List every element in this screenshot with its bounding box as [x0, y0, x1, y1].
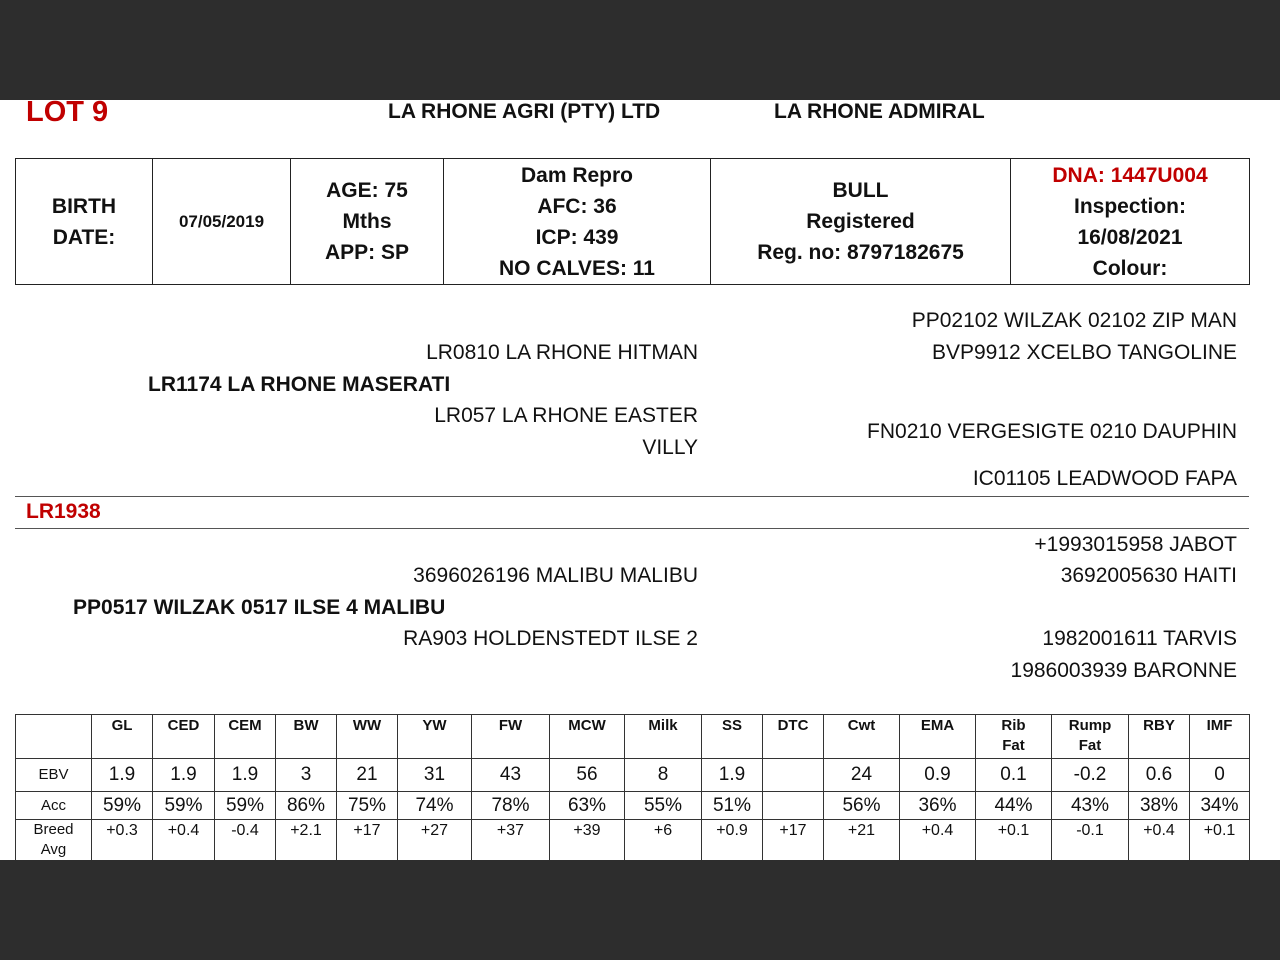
- ebv-cell: +0.1: [1190, 820, 1250, 861]
- ebv-cell: 56: [550, 759, 625, 792]
- ebv-column-header: FW: [472, 715, 550, 759]
- ebv-table-row: [16, 759, 1250, 792]
- ebv-cell: 59%: [153, 792, 215, 820]
- ebv-cell: 63%: [550, 792, 625, 820]
- ebv-cell: 1.9: [215, 759, 276, 792]
- dna-number: DNA: 1447U004: [1052, 163, 1208, 187]
- sire-dam-line2: VILLY: [642, 436, 698, 459]
- ebv-table-row: [16, 820, 1250, 861]
- sire-sire: LR0810 LA RHONE HITMAN: [426, 341, 698, 364]
- ebv-cell: +37: [472, 820, 550, 861]
- ebv-cell: 0.9: [900, 759, 976, 792]
- ebv-table: [15, 714, 1250, 860]
- lot-number: LOT 9: [26, 100, 109, 128]
- ebv-column-header: YW: [398, 715, 472, 759]
- ebv-cell: +17: [337, 820, 398, 861]
- ebv-cell: +0.3: [92, 820, 153, 861]
- registration-cell: BULL Registered Reg. no: 8797182675: [711, 159, 1011, 285]
- dam-repro-cell: Dam Repro AFC: 36 ICP: 439 NO CALVES: 11: [444, 159, 711, 285]
- ebv-cell: 51%: [702, 792, 763, 820]
- ebv-cell: [763, 792, 824, 820]
- ebv-cell: +0.4: [900, 820, 976, 861]
- ebv-cell: 74%: [398, 792, 472, 820]
- dam-name: PP0517 WILZAK 0517 ILSE 4 MALIBU: [73, 596, 446, 619]
- sire-sire-dam: BVP9912 XCELBO TANGOLINE: [931, 341, 1237, 364]
- ebv-cell: [763, 759, 824, 792]
- ebv-cell: 21: [337, 759, 398, 792]
- ebv-column-header: Cwt: [824, 715, 900, 759]
- sire-dam-sire: FN0210 VERGESIGTE 0210 DAUPHIN: [867, 420, 1237, 443]
- owner-name: LA RHONE AGRI (PTY) LTD: [388, 100, 661, 123]
- ebv-cell: +17: [763, 820, 824, 861]
- ebv-cell: 34%: [1190, 792, 1250, 820]
- ebv-column-header: Milk: [625, 715, 702, 759]
- birth-date-label-cell: BIRTH DATE:: [16, 159, 153, 285]
- ebv-cell: 1.9: [702, 759, 763, 792]
- ebv-column-header: Rib Fat: [976, 715, 1052, 759]
- ebv-cell: -0.2: [1052, 759, 1129, 792]
- ebv-cell: +6: [625, 820, 702, 861]
- ebv-cell: +0.4: [153, 820, 215, 861]
- ebv-cell: +21: [824, 820, 900, 861]
- ebv-cell: 43%: [1052, 792, 1129, 820]
- dam-sire: 3696026196 MALIBU MALIBU: [413, 564, 698, 587]
- ebv-cell: 24: [824, 759, 900, 792]
- ebv-row-label: Breed Avg: [16, 820, 92, 861]
- ebv-column-header: IMF: [1190, 715, 1250, 759]
- ebv-cell: 44%: [976, 792, 1052, 820]
- ebv-column-header: RBY: [1129, 715, 1190, 759]
- ebv-cell: 56%: [824, 792, 900, 820]
- dam-dam-sire: 1982001611 TARVIS: [1042, 627, 1237, 650]
- dam-sire-sire: +1993015958 JABOT: [1034, 533, 1237, 556]
- sire-dam-dam: IC01105 LEADWOOD FAPA: [972, 467, 1237, 490]
- dna-inspection-cell: DNA: 1447U004 Inspection: 16/08/2021 Colour:: [1011, 159, 1250, 285]
- ebv-cell: 1.9: [92, 759, 153, 792]
- ebv-cell: 36%: [900, 792, 976, 820]
- ebv-cell: 78%: [472, 792, 550, 820]
- ebv-cell: 38%: [1129, 792, 1190, 820]
- ebv-cell: +27: [398, 820, 472, 861]
- info-table: [15, 158, 1250, 285]
- ebv-cell: 75%: [337, 792, 398, 820]
- divider-top: [15, 496, 1249, 497]
- ebv-row-label: EBV: [16, 759, 92, 792]
- ebv-cell: 1.9: [153, 759, 215, 792]
- ebv-cell: 3: [276, 759, 337, 792]
- ebv-column-header: CED: [153, 715, 215, 759]
- dam-sire-dam: 3692005630 HAITI: [1060, 564, 1237, 587]
- ebv-column-header: GL: [92, 715, 153, 759]
- birth-date-value: 07/05/2019: [153, 159, 291, 285]
- ebv-cell: 86%: [276, 792, 337, 820]
- ebv-cell: +2.1: [276, 820, 337, 861]
- sire-dam-line1: LR057 LA RHONE EASTER: [434, 404, 698, 427]
- animal-id: LR1938: [26, 500, 101, 523]
- ebv-column-header: BW: [276, 715, 337, 759]
- ebv-cell: 0.1: [976, 759, 1052, 792]
- ebv-cell: +39: [550, 820, 625, 861]
- divider-bottom: [15, 528, 1249, 529]
- ebv-cell: 55%: [625, 792, 702, 820]
- ebv-cell: +0.4: [1129, 820, 1190, 861]
- ebv-corner-cell: [16, 715, 92, 759]
- ebv-cell: +0.1: [976, 820, 1052, 861]
- ebv-table-row: [16, 792, 1250, 820]
- ebv-row-label: Acc: [16, 792, 92, 820]
- animal-name: LA RHONE ADMIRAL: [774, 100, 985, 123]
- ebv-cell: +0.9: [702, 820, 763, 861]
- ebv-header-row: [16, 715, 1250, 759]
- dam-dam: RA903 HOLDENSTEDT ILSE 2: [403, 627, 698, 650]
- ebv-column-header: Rump Fat: [1052, 715, 1129, 759]
- ebv-cell: 8: [625, 759, 702, 792]
- ebv-column-header: CEM: [215, 715, 276, 759]
- sire-name: LR1174 LA RHONE MASERATI: [148, 373, 451, 396]
- ebv-cell: 0: [1190, 759, 1250, 792]
- age-cell: AGE: 75 Mths APP: SP: [291, 159, 444, 285]
- sire-sire-sire: PP02102 WILZAK 02102 ZIP MAN: [911, 309, 1237, 332]
- ebv-cell: -0.1: [1052, 820, 1129, 861]
- ebv-column-header: MCW: [550, 715, 625, 759]
- dam-dam-dam: 1986003939 BARONNE: [1010, 659, 1237, 682]
- lot-catalogue-page: [0, 100, 1280, 860]
- ebv-column-header: DTC: [763, 715, 824, 759]
- ebv-cell: 31: [398, 759, 472, 792]
- ebv-column-header: WW: [337, 715, 398, 759]
- ebv-cell: 59%: [215, 792, 276, 820]
- ebv-column-header: SS: [702, 715, 763, 759]
- ebv-cell: -0.4: [215, 820, 276, 861]
- ebv-cell: 0.6: [1129, 759, 1190, 792]
- ebv-column-header: EMA: [900, 715, 976, 759]
- ebv-cell: 43: [472, 759, 550, 792]
- ebv-cell: 59%: [92, 792, 153, 820]
